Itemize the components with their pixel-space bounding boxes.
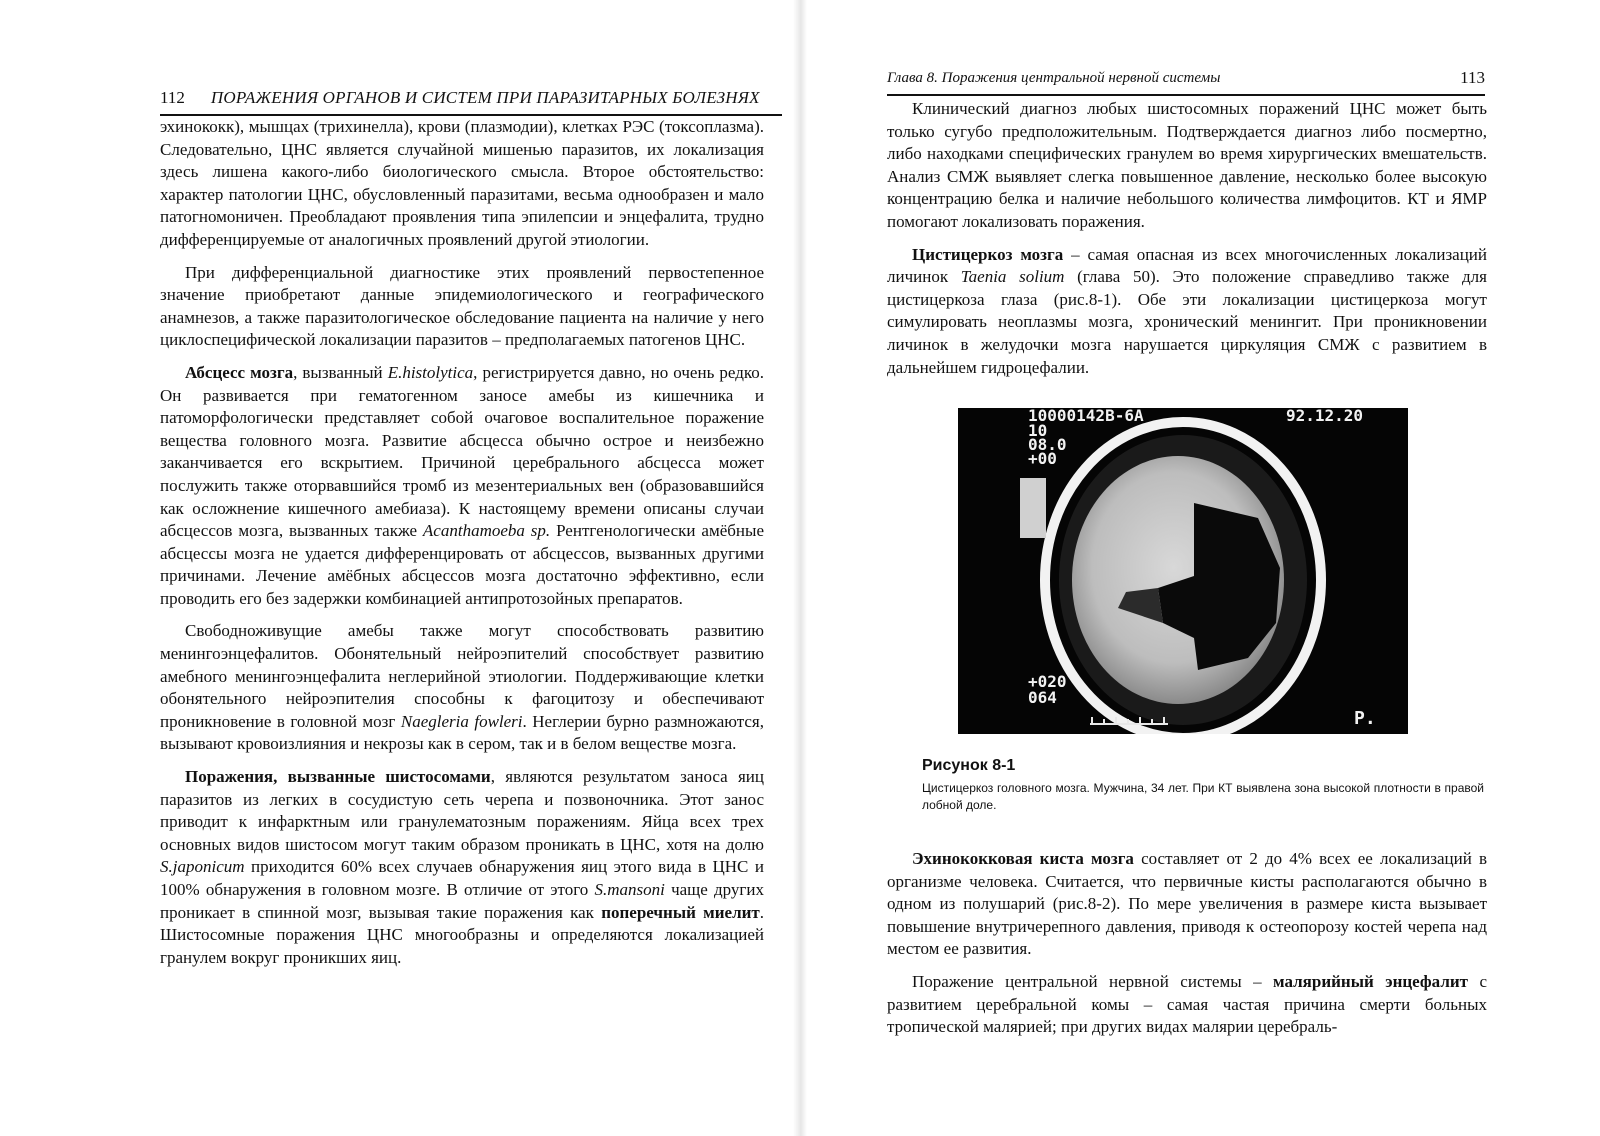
species-name: E.histolytica: [387, 362, 474, 382]
paragraph-text: приходится 60% всех случаев обнаружения яиц этого вида в ЦНС и 100% обнаружения в головном мозге. В отличие от этого: [160, 857, 764, 899]
paragraph-text: эхинококк), мышцах (трихинелла), крови (плазмодии), клетках РЭС (токсоплазма). Следовательно, ЦНС является случайной мишенью паразитов, их локализация здесь лишена какого-либо биологического смысла. Второе обстоятельство: характер патологии ЦНС, обусловленный паразитами, весьма однообразен и мало патогномоничен. Преобладают проявления типа эпилепсии и энцефалита, трудно дифференцируемые от аналогичных проявлений другой этиологии.: [160, 117, 764, 249]
term-bold: Цистицеркоз мозга: [912, 244, 1064, 264]
term-bold: Абсцесс мозга: [185, 362, 294, 382]
right-body-text-bottom: [887, 848, 1487, 1049]
ct-scan-image: [958, 408, 1408, 734]
ct-scan-figure: [958, 408, 1408, 734]
paragraph-text: Свободноживущие амебы также могут способствовать развитию менингоэнцефалитов. Обонятельный нейроэпителий способствует развитию амебного менингоэнцефалита неглерийной этиологии. Поддерживающие клетки обонятельного нейроэпителия способны к фагоцитозу и обеспечивают проникновение в головной мозг: [160, 621, 764, 731]
species-name: Naegleria fowleri: [400, 711, 523, 731]
paragraph-malaria-encephalitis: [887, 971, 1487, 1039]
paragraph-text: . Неглерии бурно размножаются, вызывают кровоизлияния и некрозы как в сером, так и в белом веществе мозга.: [160, 711, 764, 754]
ct-overlay-line: 10: [1028, 421, 1048, 440]
paragraph-text: чаще других проникает в спинной мозг, вызывая такие поражения как: [160, 880, 764, 922]
species-name: Taenia solium: [960, 267, 1065, 287]
running-title: Глава 8. Поражения центральной нервной системы: [887, 70, 1221, 86]
species-name: S.mansoni: [594, 880, 665, 899]
figure-caption-title: Рисунок 8-1: [922, 757, 1016, 774]
ct-overlay-bottom-right: P.: [1354, 708, 1376, 729]
paragraph-text: , вызванный: [293, 362, 388, 382]
species-name: Acanthamoeba sp.: [422, 521, 551, 541]
paragraph-text: Рентгенологически амёбные абсцессы мозга не удается дифференцировать от абсцессов, вызванных другими причинами. Лечение амёбных абсцессов мозга достаточно эффективно, если проводить его без задержки комбинацией антипротозойных препаратов.: [160, 521, 764, 608]
paragraph-text: Поражение центральной нервной системы –: [912, 971, 1274, 991]
paragraph-schistosomes: [160, 766, 764, 969]
term-bold: Эхинококковая киста мозга: [912, 849, 1134, 868]
figure-caption-text: Цистицеркоз головного мозга. Мужчина, 34 лет. При КТ выявлена зона высокой плотности в правой лобной доле.: [922, 781, 1484, 812]
ct-overlay-top-right: 92.12.20: [1286, 408, 1364, 425]
left-running-header: [160, 88, 782, 116]
running-title: ПОРАЖЕНИЯ ОРГАНОВ И СИСТЕМ ПРИ ПАРАЗИТАРНЫХ БОЛЕЗНЯХ: [210, 88, 760, 107]
paragraph-text: , регистрируется давно, но очень редко. Он развивается при гематогенном заносе амебы из кишечника и патоморфологически представляет собой очаговое воспалительное поражение вещества головного мозга. Развитие абсцесса обычно острое и неизбежно заканчивается его вскрытием. Причиной церебрального абсцесса может послужить также оторвавшийся тромб из мезентериальных вен (образовавшийся как осложнение кишечного амебиаза). К настоящему времени описаны случаи абсцессов мозга, вызванных также: [160, 362, 764, 541]
paragraph-cysticercosis: [887, 244, 1487, 380]
species-name: S.japonicum: [160, 857, 245, 877]
right-running-header: [887, 68, 1485, 96]
book-gutter: [793, 0, 807, 1136]
paragraph-brain-abscess: [160, 362, 764, 611]
paragraph-text: – самая опасная из всех многочисленных локализаций личинок: [887, 244, 1487, 287]
paragraph-text: . Шистосомные поражения ЦНС многообразны и определяются локализацией гранулем вокруг проникших яиц.: [160, 902, 765, 967]
paragraph-text: При дифференциальной диагностике этих проявлений первостепенное значение приобретают данные эпидемиологического и географического анамнезов, а также паразитологическое обследование пациента на наличие у него циклоспецифической локализации паразитов – предполагаемых патогенов ЦНС.: [160, 262, 764, 350]
paragraph-text: Клинический диагноз любых шистосомных поражений ЦНС может быть только сугубо предположительным. Подтверждается диагноз либо посмертно, либо находками специфических гранулем во время хирургических вмешательств. Анализ СМЖ выявляет слегка повышенное давление, несколько более высокую концентрацию белка и наличие небольшого количества лимфоцитов. КТ и ЯМР помогают локализовать поражения.: [887, 99, 1487, 231]
left-body-text: [160, 116, 764, 979]
paragraph: [160, 262, 764, 352]
page-number: 112: [160, 88, 185, 107]
paragraph-echinococcal-cyst: [887, 848, 1487, 961]
right-body-text-top: [887, 98, 1487, 389]
term-bold: Поражения, вызванные шистосомами: [185, 767, 491, 787]
page-number: 113: [1460, 68, 1485, 87]
paragraph-text: с развитием церебральной комы – самая частая причина смерти больных тропической малярией; при других видах малярии церебраль-: [887, 971, 1487, 1037]
paragraph-free-living-amoebae: [160, 620, 764, 756]
paragraph: [160, 116, 764, 252]
term-bold: поперечный миелит: [601, 902, 760, 922]
ct-overlay-bottom: +020: [1028, 672, 1067, 691]
ct-overlay-line: +00: [1028, 449, 1057, 468]
ct-overlay-bottom: 064: [1028, 688, 1057, 707]
term-bold: малярийный энцефалит: [1273, 971, 1469, 991]
paragraph-text: , являются результатом заноса яиц паразитов из легких в сосудистую сеть черепа и позвоночника. Этот занос приводит к инфарктным или гранулематозным поражениям. Яйца всех трех основных видов шистосом могут таким образом проникать в ЦНС, хотя на долю: [160, 767, 764, 854]
ct-overlay-line: 08.0: [1028, 435, 1067, 454]
ct-overlay-top-left: 10000142B-6A: [1028, 408, 1144, 425]
paragraph: [887, 98, 1487, 234]
paragraph-text: составляет от 2 до 4% всех ее локализаций в организме человека. Считается, что первичные кисты располагаются обычно в одном из полушарий (рис.8-2). По мере увеличения в размере киста вызывает повышение внутричерепного давления, приводя к остеопорозу костей черепа над местом ее развития.: [887, 849, 1487, 959]
paragraph-text: (глава 50). Это положение справедливо также для цистицеркоза глаза (рис.8-1). Обе эти локализации цистицеркоза могут симулировать неоплазмы мозга, хронический менингит. При проникновении личинок в желудочки мозга нарушается циркуляция СМЖ с развитием в дальнейшем гидроцефалии.: [887, 267, 1487, 377]
